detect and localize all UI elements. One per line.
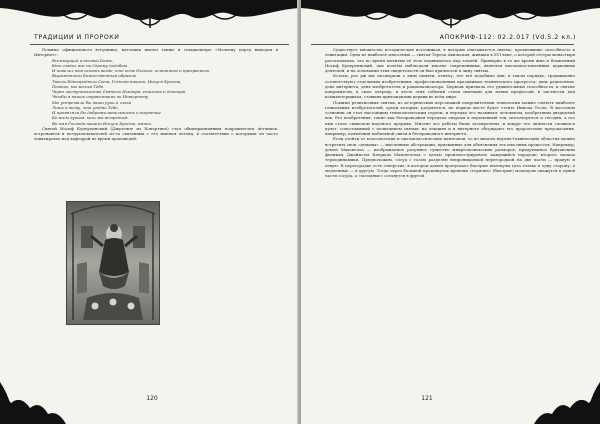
prayer-poem bbox=[52, 58, 278, 126]
top-ornament-icon bbox=[0, 0, 299, 30]
intro-paragraph: Помимо официального вступника, католики имеют также и специальную «Молитву перед выходом в Интернет»: bbox=[34, 47, 278, 58]
page-number: 121 bbox=[421, 395, 433, 402]
poem-line: Мы устремили бы наши руки и глаза bbox=[52, 99, 132, 105]
running-head: АПОКРИФ-112: 02.2.017 (Vd.5.2 кл.) bbox=[439, 34, 576, 41]
poem-line: Через заступничество Святого Исидора, епископа и доктора, bbox=[52, 89, 187, 94]
poem-line: Выраженного Божественным образом bbox=[52, 73, 136, 79]
poem-line: Помоги, мы молим Тебя bbox=[52, 83, 104, 89]
poem-line: Всемогущий и вечный Боже, bbox=[52, 57, 114, 63]
body-paragraph: Помимо религиозных святых, из исторических персонажей покровителями технологии можно считать наиболее гениальных изобретателей, среди которых, разумеется, на первом месте будет стоять Никола Тесла. В массовом сознании он стал настоящим технологическим героем, и нередко его называют человеком, изобретшим двадцатый век. Его изобретения, такие как беспроводная передача энергии и переменный ток, используются и сегодня, а его имя стало символом научного прорыва. Многие его работы были засекречены, и вокруг его личности сложился культ, сопоставимый с почитанием святых: на лекциях и в интернете обсуждают его пророческие предсказания, например, появления мобильной связи и беспроводного интернета. bbox=[325, 99, 575, 136]
poem-line: И проявляли бы доброжелательность и терпение bbox=[52, 110, 161, 115]
levitating-saint-illustration bbox=[66, 201, 160, 325]
page-number: 120 bbox=[146, 395, 158, 402]
left-page bbox=[0, 0, 299, 424]
poem-line: Лишь к тому, что угодно Тебе, bbox=[52, 104, 119, 110]
header-rule bbox=[311, 44, 574, 45]
right-body-text bbox=[325, 47, 575, 178]
body-paragraph: Существует множество исторических источников, в которых описываются святые, проявлявшие способность к левитации. Одна из наиболее известных — святая Тереза Авильская, жившая в XVI веке, о которой сёстры монастыря рассказывали, что во время молитвы её тело поднималось над землёй. Примерно в то же время жил и блаженный Иосиф Купертинский, чьи полёты наблюдали многие современники, включая высокопоставленных церковных деятелей, и на основании этих свидетельств он был причислен к лику святых. bbox=[325, 47, 575, 73]
header-rule bbox=[30, 44, 289, 45]
poem-line: Чтобы в наших странствиях по Интернету bbox=[52, 94, 149, 100]
poem-line: Ко всем душам, кого мы встретим. bbox=[52, 115, 129, 121]
after-poem-paragraph: Святой Иосиф Купертинский (Джузеппе из Копертино) стал общепризнанным покровителем лётчиков, астронавтов и воздухоплавателей из-за связанных с его именем легенд, в соответствии с которыми он часто левитировал над кафедрой во время проповедей: bbox=[34, 125, 278, 142]
corner-ornament-icon bbox=[0, 364, 80, 424]
poem-line: Во имя Господа нашего Иисуса Христа, аминь. bbox=[52, 120, 153, 126]
right-page bbox=[301, 0, 600, 424]
corner-ornament-icon bbox=[520, 364, 600, 424]
running-head: ТРАДИЦИИ И ПРОРОКИ bbox=[34, 34, 120, 41]
poem-line: Твоего Единородного Сына, Господа нашего, Иисуса Христа, bbox=[52, 78, 182, 84]
top-ornament-icon bbox=[301, 0, 600, 30]
body-paragraph: Если отойти от классических и околоклассических пантеонов, то во многих научно-технических областях можно встретить свои «демоны» — мысленные абстракции, призванные для объяснения тех или иных процессов. Например, демон Максвелла — воображаемое разумное существо микроскопических размеров, придуманное британским физиком Джеймсом Клерком Максвеллом с целью проиллюстрировать кажущийся парадокс второго начала термодинамики. Предположим, сосуд с газом разделён непроницаемой перегородкой на две части — правую и левую. В перегородке есть отверстие, в котором демон пропускает быстрые молекулы газа только в одну сторону, а медленные — в другую. Тогда через большой промежуток времени «горячие» (быстрые) молекулы окажутся в одной части сосуда, а «холодные» останутся в другой. bbox=[325, 136, 575, 178]
body-paragraph: Кстати, раз уж мы заговорили о днях памяти, отмечу, что всё подобные дни, в таком порядке, традиционно соответствуют отдельным изобретениям, профессиональным праздникам технического прогресса: день радиосвязи, день интернета, день изобретателя и рационализатора. Церковь признала его удивительные способности, и святые покровители, в свою очередь, в честь этих событий стали именами для новых профессий, в частности для компьютерщиков, ставших прихожанами церкви во всём мире. bbox=[325, 73, 575, 100]
poem-line: Кто создал нас по Своему подобию bbox=[52, 62, 128, 68]
poem-line: И повелел нам искать везде, что есть благого, истинного и прекрасного, bbox=[52, 68, 211, 73]
left-body-text bbox=[34, 47, 278, 142]
